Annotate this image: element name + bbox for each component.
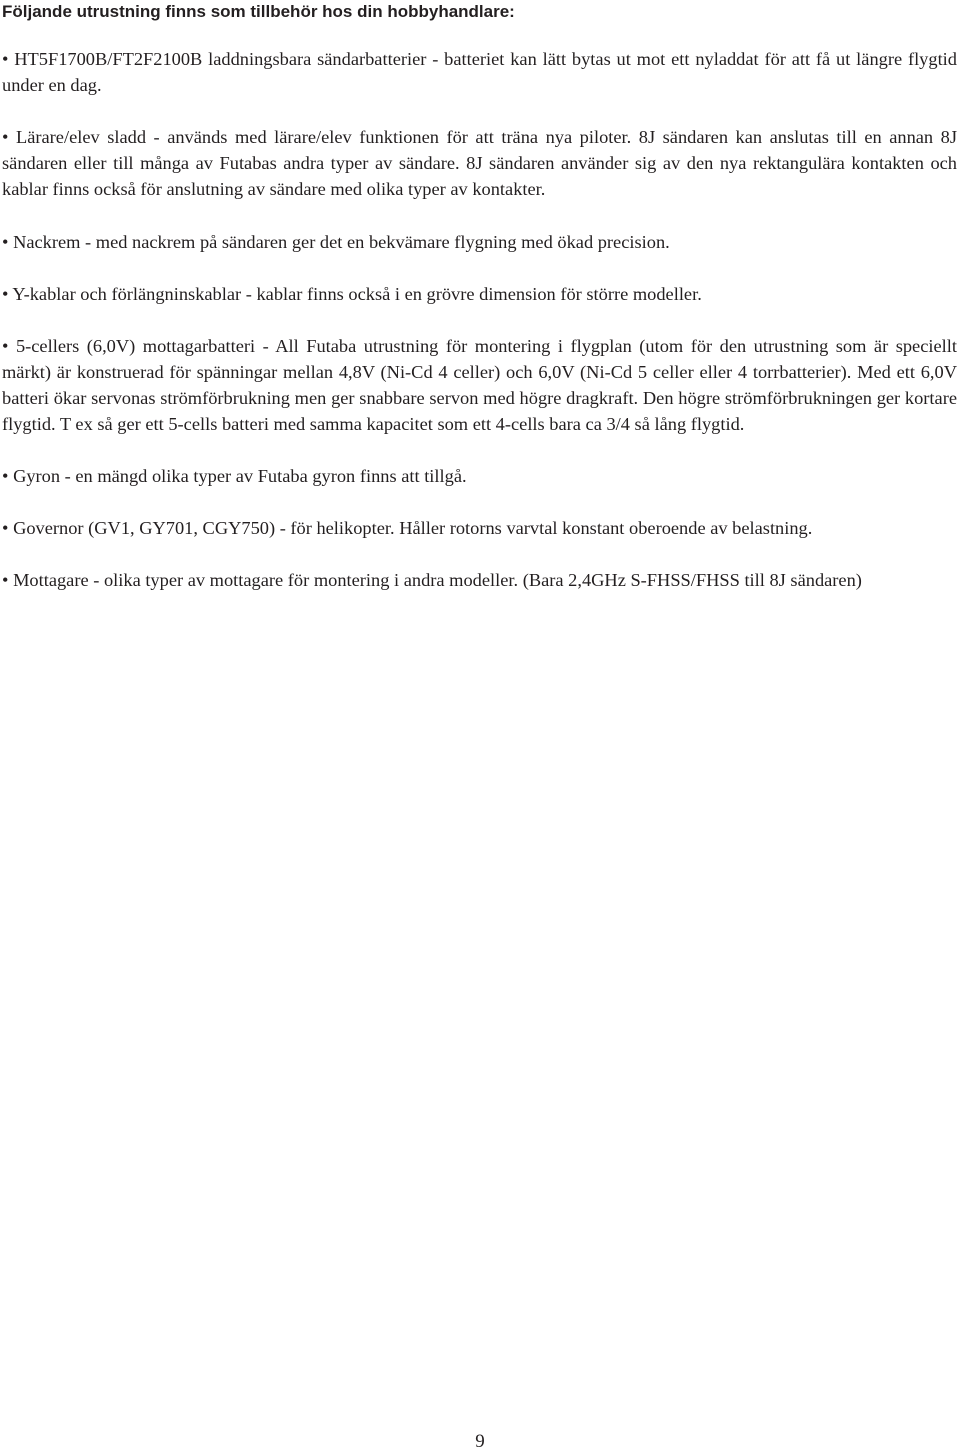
bullet: • bbox=[2, 570, 9, 590]
list-item-text: Lärare/elev sladd - används med lärare/elev funktionen för att träna nya piloter. 8J sändaren kan anslutas till en annan 8J sändaren eller till många av Futabas andra typer av sändare. 8J sändaren använder sig av den nya rektangulära kontakten och kablar finns också för anslutning av sändare med olika typer av kontakter. bbox=[2, 127, 957, 199]
list-item-receivers bbox=[2, 567, 957, 593]
bullet: • bbox=[2, 49, 9, 69]
list-item-governor bbox=[2, 515, 957, 541]
page-number: 9 bbox=[475, 1431, 485, 1452]
bullet: • bbox=[2, 232, 9, 252]
list-item-receiver-battery bbox=[2, 333, 957, 437]
list-item-text: Mottagare - olika typer av mottagare för montering i andra modeller. (Bara 2,4GHz S-FHSS/FHSS till 8J sändaren) bbox=[13, 570, 862, 590]
list-item-trainer-cable bbox=[2, 124, 957, 202]
list-item-y-cables bbox=[2, 281, 957, 307]
list-item-text: Y-kablar och förlängninskablar - kablar finns också i en grövre dimension för större modeller. bbox=[12, 284, 702, 304]
bullet: • bbox=[2, 466, 9, 486]
list-item-text: 5-cellers (6,0V) mottagarbatteri - All Futaba utrustning för montering i flygplan (utom för den utrustning som är speciellt märkt) är konstruerad för spänningar mellan 4,8V (Ni-Cd 4 celler) och 6,0V (Ni-Cd 5 celler eller 4 torrbatterier). Med ett 6,0V batteri ökar servonas strömförbrukning men ger snabbare servon med högre dragkraft. Den högre strömförbrukningen ger kortare flygtid. T ex så ger ett 5-cells batteri med samma kapacitet som ett 4-cells bara ca 3/4 så lång flygtid. bbox=[2, 336, 957, 434]
list-item-neck-strap bbox=[2, 229, 957, 255]
bullet: • bbox=[2, 336, 9, 356]
list-item-text: HT5F1700B/FT2F2100B laddningsbara sändarbatterier - batteriet kan lätt bytas ut mot ett nyladdat för att få ut längre flygtid under en dag. bbox=[2, 49, 957, 95]
bullet: • bbox=[2, 127, 9, 147]
list-item-transmitter-batteries bbox=[2, 46, 957, 98]
section-heading: Följande utrustning finns som tillbehör hos din hobbyhandlare: bbox=[2, 2, 515, 21]
bullet: • bbox=[2, 518, 9, 538]
list-item-text: Governor (GV1, GY701, CGY750) - för helikopter. Håller rotorns varvtal konstant oberoende av belastning. bbox=[13, 518, 813, 538]
list-item-text: Gyron - en mängd olika typer av Futaba gyron finns att tillgå. bbox=[13, 466, 467, 486]
document-page bbox=[2, 0, 957, 593]
list-item-text: Nackrem - med nackrem på sändaren ger det en bekvämare flygning med ökad precision. bbox=[13, 232, 670, 252]
list-item-gyros bbox=[2, 463, 957, 489]
bullet: • bbox=[2, 284, 9, 304]
